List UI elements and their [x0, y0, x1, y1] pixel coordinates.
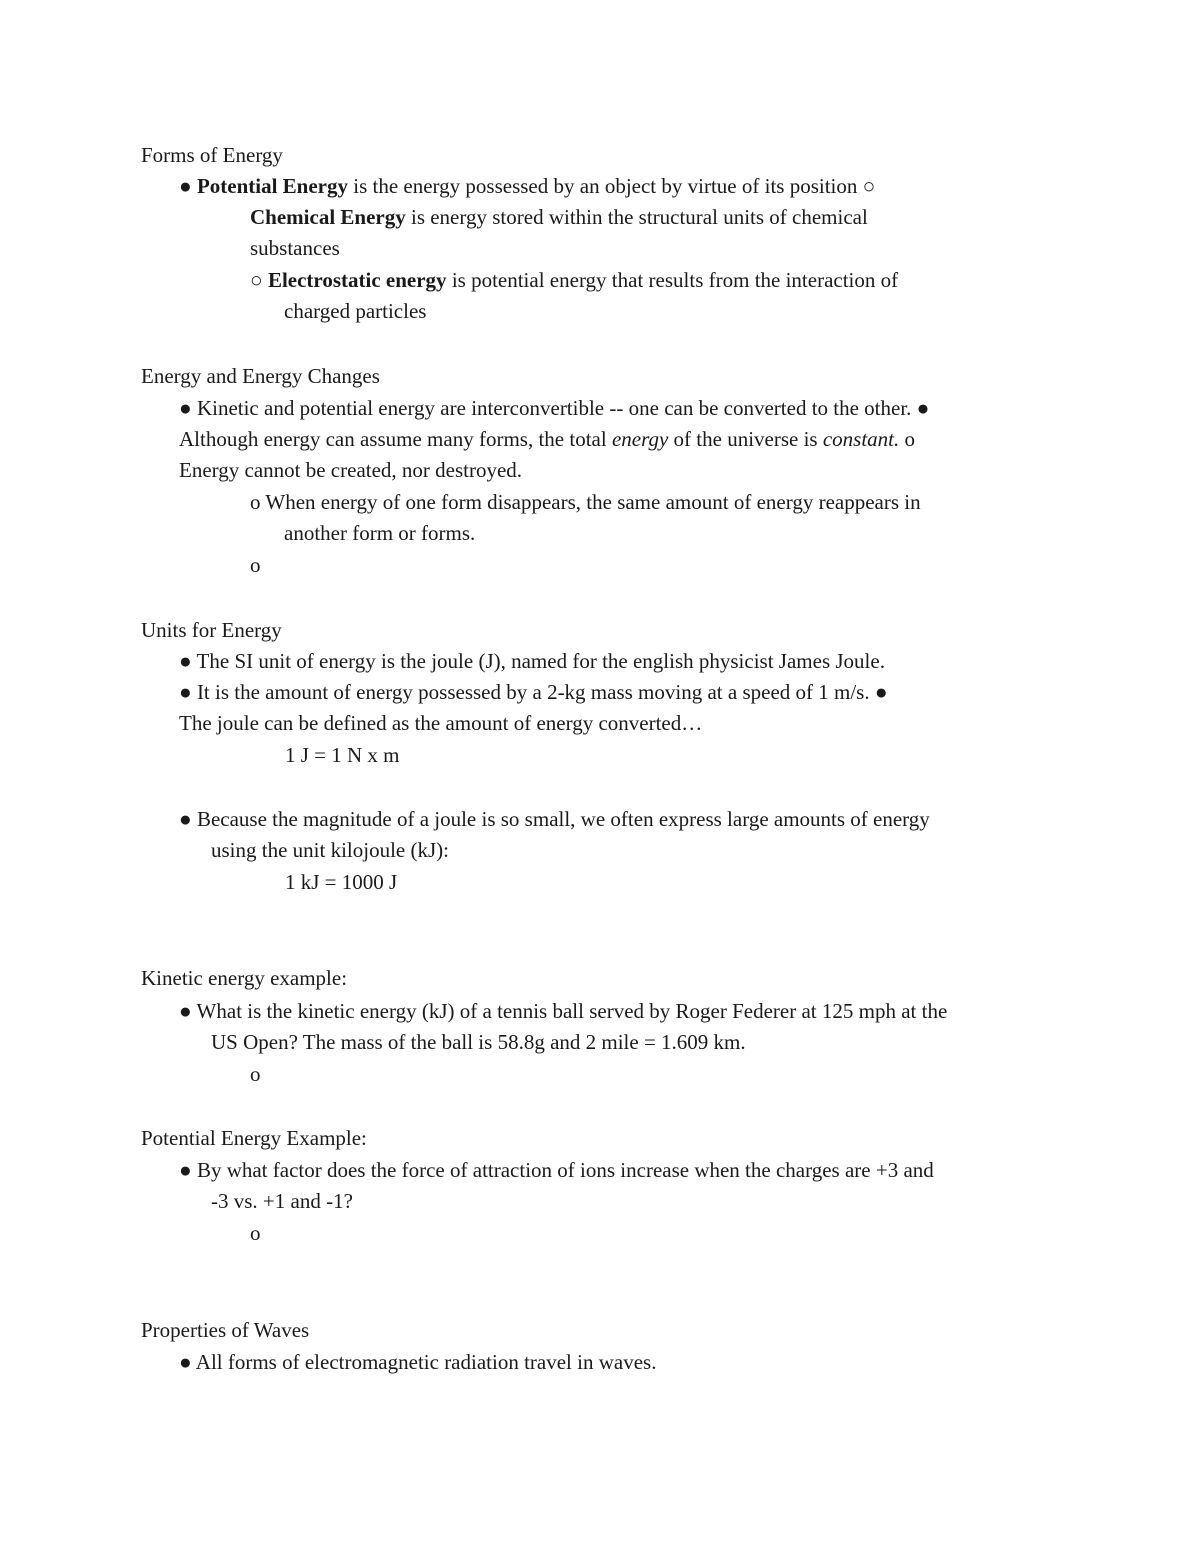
- energy-italic: energy: [611, 427, 669, 451]
- si-unit-text: The SI unit of energy is the joule (J), named for the english physicist James Joule.: [191, 649, 885, 673]
- bullet-em-radiation: [179, 1350, 656, 1374]
- electrostatic-energy-text: is potential energy that results from the interaction of: [446, 268, 899, 292]
- hollow-bullet-icon: o: [250, 553, 261, 577]
- hollow-bullet-icon: o: [904, 427, 916, 451]
- heading-units-for-energy: Units for Energy: [141, 618, 282, 642]
- energy-reappears-continuation: another form or forms.: [284, 521, 476, 545]
- kilojoule-text: Because the magnitude of a joule is so small, we often express large amounts of energy: [191, 807, 930, 831]
- heading-kinetic-example: Kinetic energy example:: [141, 966, 348, 990]
- joule-definition-line: The joule can be defined as the amount of energy converted…: [179, 711, 703, 735]
- energy-constant-line: [179, 427, 915, 451]
- filled-bullet-icon: ●: [874, 680, 888, 704]
- bullet-electrostatic-energy: [250, 268, 898, 292]
- hollow-bullet-icon: ○: [250, 268, 263, 292]
- hollow-bullet-icon: ○: [862, 174, 876, 198]
- chemical-energy-line: [250, 205, 868, 229]
- bullet-amount-of-energy: [179, 680, 888, 704]
- energy-constant-text-b: of the universe is: [668, 427, 823, 451]
- energy-not-created-line: Energy cannot be created, nor destroyed.: [179, 458, 523, 482]
- empty-hollow-bullet: [250, 1062, 261, 1086]
- bullet-ion-question: [179, 1158, 934, 1182]
- heading-properties-of-waves: Properties of Waves: [141, 1318, 310, 1342]
- heading-forms-of-energy: Forms of Energy: [141, 143, 283, 167]
- equation-joule: 1 J = 1 N x m: [285, 743, 400, 767]
- amount-of-energy-text: It is the amount of energy possessed by a 2-kg mass moving at a speed of 1 m/s.: [191, 680, 875, 704]
- em-radiation-text: All forms of electromagnetic radiation travel in waves.: [191, 1350, 657, 1374]
- electrostatic-energy-continuation: charged particles: [284, 299, 427, 323]
- ion-question-continuation: -3 vs. +1 and -1?: [211, 1189, 353, 1213]
- chemical-energy-text: is energy stored within the structural units of chemical: [405, 205, 868, 229]
- filled-bullet-icon: ●: [179, 1158, 192, 1182]
- ion-question-text: By what factor does the force of attraction of ions increase when the charges are +3 and: [191, 1158, 934, 1182]
- heading-potential-example: Potential Energy Example:: [141, 1126, 367, 1150]
- tennis-question-continuation: US Open? The mass of the ball is 58.8g and 2 mile = 1.609 km.: [211, 1030, 746, 1054]
- hollow-bullet-icon: o: [250, 490, 261, 514]
- tennis-question-text: What is the kinetic energy (kJ) of a tennis ball served by Roger Federer at 125 mph at the: [191, 999, 948, 1023]
- constant-italic: constant.: [822, 427, 900, 451]
- filled-bullet-icon: ●: [179, 174, 192, 198]
- bullet-potential-energy: [179, 174, 875, 198]
- empty-hollow-bullet: [250, 553, 261, 577]
- bullet-si-unit: [179, 649, 885, 673]
- potential-energy-text: is the energy possessed by an object by virtue of its position: [348, 174, 863, 198]
- hollow-bullet-icon: o: [250, 1062, 261, 1086]
- filled-bullet-icon: ●: [179, 807, 192, 831]
- equation-kilojoule: 1 kJ = 1000 J: [285, 870, 398, 894]
- term-potential-energy: Potential Energy: [196, 174, 348, 198]
- term-electrostatic-energy: Electrostatic energy: [267, 268, 447, 292]
- kilojoule-continuation: using the unit kilojoule (kJ):: [211, 838, 449, 862]
- bullet-energy-reappears: [250, 490, 921, 514]
- filled-bullet-icon: ●: [179, 999, 192, 1023]
- filled-bullet-icon: ●: [916, 396, 930, 420]
- energy-reappears-text: When energy of one form disappears, the same amount of energy reappears in: [260, 490, 921, 514]
- bullet-tennis-question: [179, 999, 947, 1023]
- heading-energy-changes: Energy and Energy Changes: [141, 364, 380, 388]
- filled-bullet-icon: ●: [179, 396, 192, 420]
- interconvertible-text: Kinetic and potential energy are interconvertible -- one can be converted to the other.: [191, 396, 917, 420]
- filled-bullet-icon: ●: [179, 1350, 192, 1374]
- bullet-interconvertible: [179, 396, 929, 420]
- energy-constant-text-a: Although energy can assume many forms, the total: [179, 427, 612, 451]
- filled-bullet-icon: ●: [179, 649, 192, 673]
- term-chemical-energy: Chemical Energy: [250, 205, 406, 229]
- chemical-energy-continuation: substances: [250, 236, 340, 260]
- hollow-bullet-icon: o: [250, 1221, 261, 1245]
- bullet-kilojoule: [179, 807, 930, 831]
- filled-bullet-icon: ●: [179, 680, 192, 704]
- empty-hollow-bullet: [250, 1221, 261, 1245]
